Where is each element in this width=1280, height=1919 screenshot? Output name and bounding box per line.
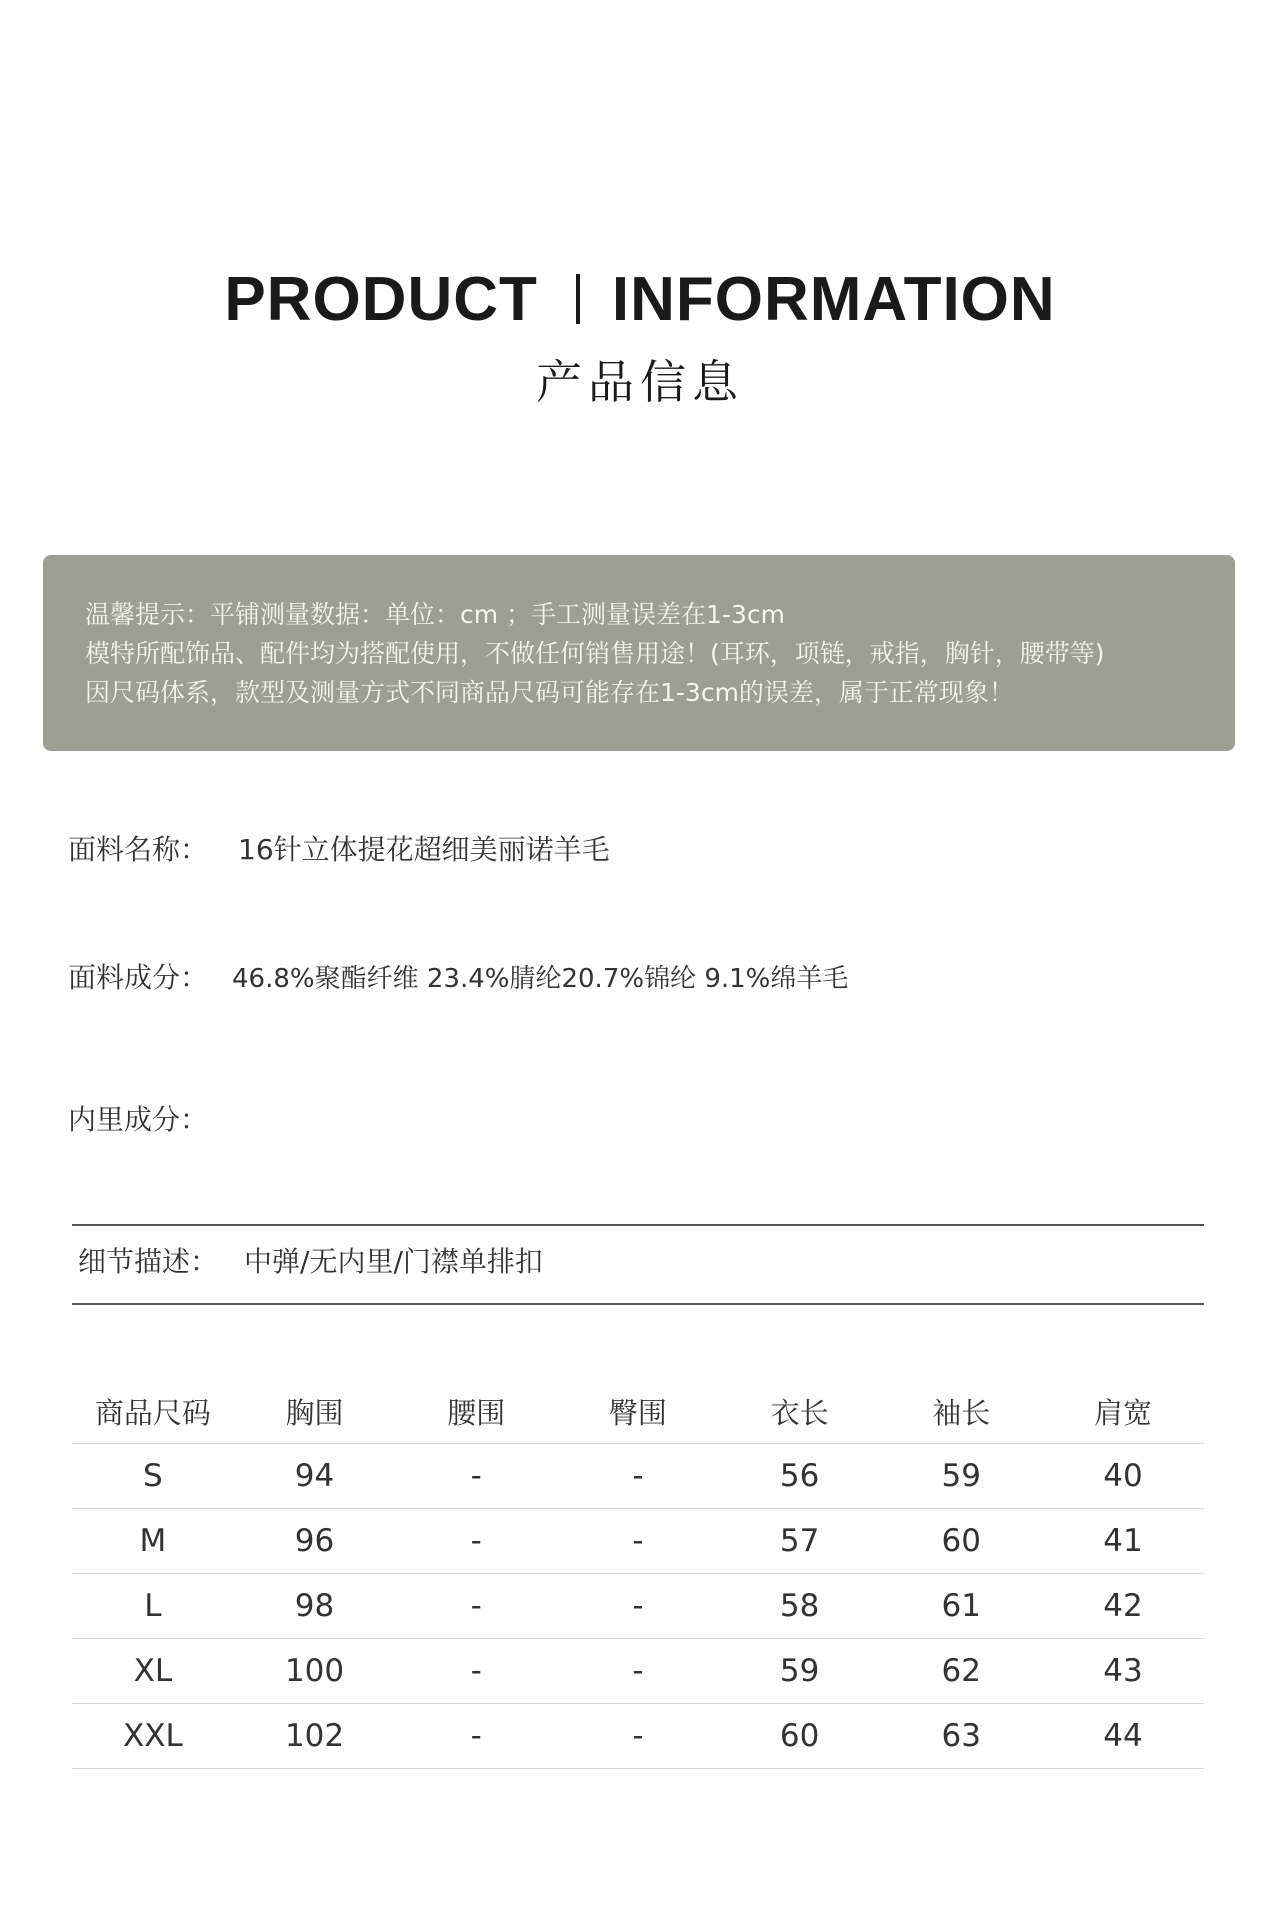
table-row (72, 1574, 1204, 1639)
size-table-header (72, 1379, 1204, 1444)
divider-top (72, 1224, 1204, 1226)
table-cell: 43 (1103, 1653, 1143, 1689)
table-row (72, 1509, 1204, 1574)
page-title-en (0, 262, 1280, 338)
table-cell: - (470, 1653, 482, 1689)
table-cell: 41 (1103, 1523, 1143, 1559)
title-separator (576, 274, 580, 324)
table-cell: - (632, 1523, 644, 1559)
notice-line: 温馨提示：平铺测量数据：单位：cm ；手工测量误差在1-3cm (85, 600, 785, 629)
fabric-name-row (68, 832, 610, 868)
fabric-name-value: 16针立体提花超细美丽诺羊毛 (238, 833, 610, 866)
table-cell: 58 (779, 1588, 820, 1624)
fabric-composition-row (68, 960, 848, 997)
table-cell: - (470, 1458, 482, 1494)
table-cell: 94 (294, 1458, 335, 1494)
table-cell: 62 (941, 1653, 981, 1689)
title-product: PRODUCT (224, 265, 538, 334)
notice-box (43, 555, 1235, 751)
header-cell-waist: 腰围 (447, 1395, 506, 1430)
table-cell: XXL (122, 1718, 183, 1754)
table-cell: 57 (779, 1523, 820, 1559)
table-cell: 42 (1103, 1588, 1143, 1624)
table-cell: 60 (941, 1523, 981, 1559)
header-cell-size: 商品尺码 (94, 1395, 211, 1430)
table-cell: S (143, 1458, 163, 1494)
table-cell: - (470, 1718, 482, 1754)
header-cell-hip: 臀围 (608, 1395, 667, 1430)
lining-row (68, 1102, 208, 1138)
table-cell: XL (133, 1653, 173, 1689)
size-table (72, 1379, 1204, 1769)
divider-bottom (72, 1303, 1204, 1305)
table-cell: - (632, 1588, 644, 1624)
detail-label: 细节描述： (78, 1245, 219, 1278)
header-cell-chest: 胸围 (285, 1395, 344, 1430)
fabric-name-label: 面料名称： (68, 833, 209, 866)
table-cell: 96 (294, 1523, 335, 1559)
table-cell: 44 (1103, 1718, 1143, 1754)
table-cell: L (144, 1588, 162, 1624)
detail-value: 中弹/无内里/门襟单排扣 (244, 1245, 543, 1278)
table-cell: M (139, 1523, 167, 1559)
table-cell: 56 (779, 1458, 820, 1494)
table-cell: 102 (284, 1718, 345, 1754)
title-information: INFORMATION (611, 265, 1056, 334)
table-cell: 100 (284, 1653, 345, 1689)
header-cell-shoulder: 肩宽 (1093, 1395, 1152, 1430)
table-cell: 59 (941, 1458, 981, 1494)
table-row (72, 1639, 1204, 1704)
table-cell: 60 (779, 1718, 820, 1754)
detail-row (78, 1244, 543, 1280)
table-cell: - (632, 1653, 644, 1689)
page-subtitle-cn: 产品信息 (536, 355, 744, 409)
fabric-composition-value: 46.8%聚酯纤维 23.4%腈纶20.7%锦纶 9.1%绵羊毛 (232, 964, 849, 994)
fabric-composition-label: 面料成分： (68, 961, 209, 994)
table-cell: - (632, 1458, 644, 1494)
table-row (72, 1704, 1204, 1769)
header-cell-length: 衣长 (770, 1395, 829, 1430)
table-cell: 59 (779, 1653, 820, 1689)
table-cell: - (470, 1588, 482, 1624)
table-cell: 98 (294, 1588, 335, 1624)
table-cell: - (470, 1523, 482, 1559)
table-cell: 40 (1103, 1458, 1143, 1494)
table-cell: 63 (941, 1718, 981, 1754)
notice-line: 因尺码体系，款型及测量方式不同商品尺码可能存在1-3cm的误差，属于正常现象！ (85, 678, 1014, 707)
header-cell-sleeve: 袖长 (932, 1395, 991, 1430)
table-cell: - (632, 1718, 644, 1754)
table-row (72, 1444, 1204, 1509)
notice-line: 模特所配饰品、配件均为搭配使用，不做任何销售用途！(耳环，项链，戒指，胸针，腰带等) (85, 639, 1105, 668)
lining-label: 内里成分： (68, 1103, 209, 1136)
table-cell: 61 (941, 1588, 981, 1624)
